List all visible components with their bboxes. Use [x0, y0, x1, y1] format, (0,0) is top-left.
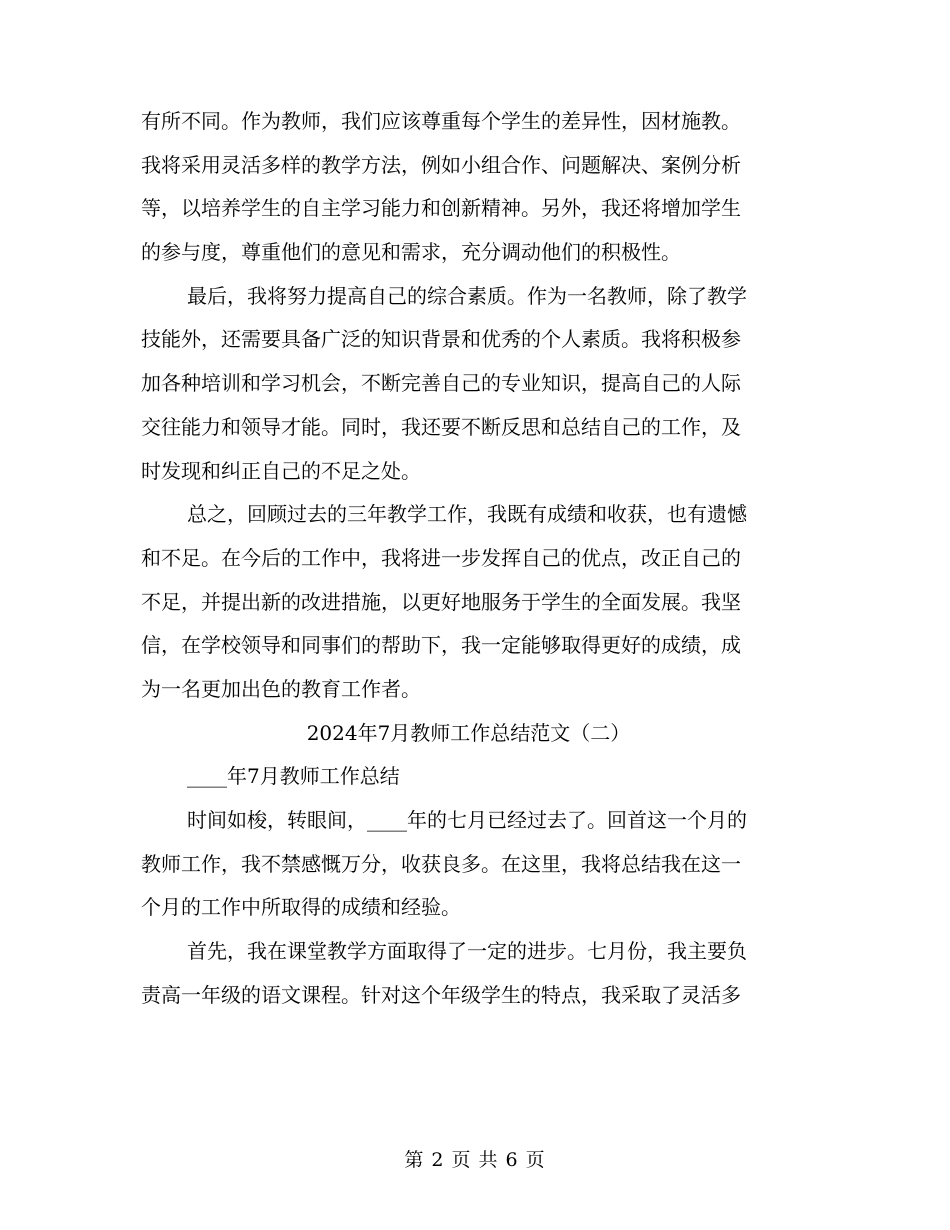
text-line: 的参与度，尊重他们的意见和需求，充分调动他们的积极性。: [141, 240, 681, 265]
paragraph-start-line: 总之，回顾过去的三年教学工作，我既有成绩和收获，也有遗憾: [187, 502, 747, 527]
section-heading: 2024年7月教师工作总结范文（二）: [306, 720, 631, 745]
document-body: [141, 100, 796, 1017]
text-line: 时发现和纠正自己的不足之处。: [141, 458, 421, 483]
page-number-footer: 第 2 页 共 6 页: [404, 1149, 546, 1171]
section-subtitle: ____年7月教师工作总结: [187, 764, 400, 789]
text-line: 等，以培养学生的自主学习能力和创新精神。另外，我还将增加学生: [141, 196, 741, 221]
text-line: 有所不同。作为教师，我们应该尊重每个学生的差异性，因材施教。: [141, 109, 741, 133]
paragraph-start-line: 时间如梭，转眼间，____年的七月已经过去了。回首这一个月的: [187, 808, 747, 832]
text-line: 教师工作，我不禁感慨万分，收获良多。在这里，我将总结我在这一: [141, 851, 741, 876]
text-line: 交往能力和领导才能。同时，我还要不断反思和总结自己的工作，及: [141, 414, 741, 439]
text-line: 我将采用灵活多样的教学方法，例如小组合作、问题解决、案例分析: [141, 152, 741, 177]
text-line: 为一名更加出色的教育工作者。: [141, 676, 421, 701]
text-line: 和不足。在今后的工作中，我将进一步发挥自己的优点，改正自己的: [141, 545, 741, 570]
paragraph-start-line: 最后，我将努力提高自己的综合素质。作为一名教师，除了教学: [187, 283, 747, 308]
text-line: 个月的工作中所取得的成绩和经验。: [141, 895, 461, 920]
text-line: 不足，并提出新的改进措施，以更好地服务于学生的全面发展。我坚: [141, 589, 741, 614]
text-line: 加各种培训和学习机会，不断完善自己的专业知识，提高自己的人际: [141, 371, 741, 396]
text-line: 信，在学校领导和同事们的帮助下，我一定能够取得更好的成绩，成: [141, 633, 741, 658]
paragraph-start-line: 首先，我在课堂教学方面取得了一定的进步。七月份，我主要负: [187, 939, 747, 964]
text-line: 责高一年级的语文课程。针对这个年级学生的特点，我采取了灵活多: [141, 982, 741, 1007]
text-line: 技能外，还需要具备广泛的知识背景和优秀的个人素质。我将积极参: [141, 327, 741, 352]
